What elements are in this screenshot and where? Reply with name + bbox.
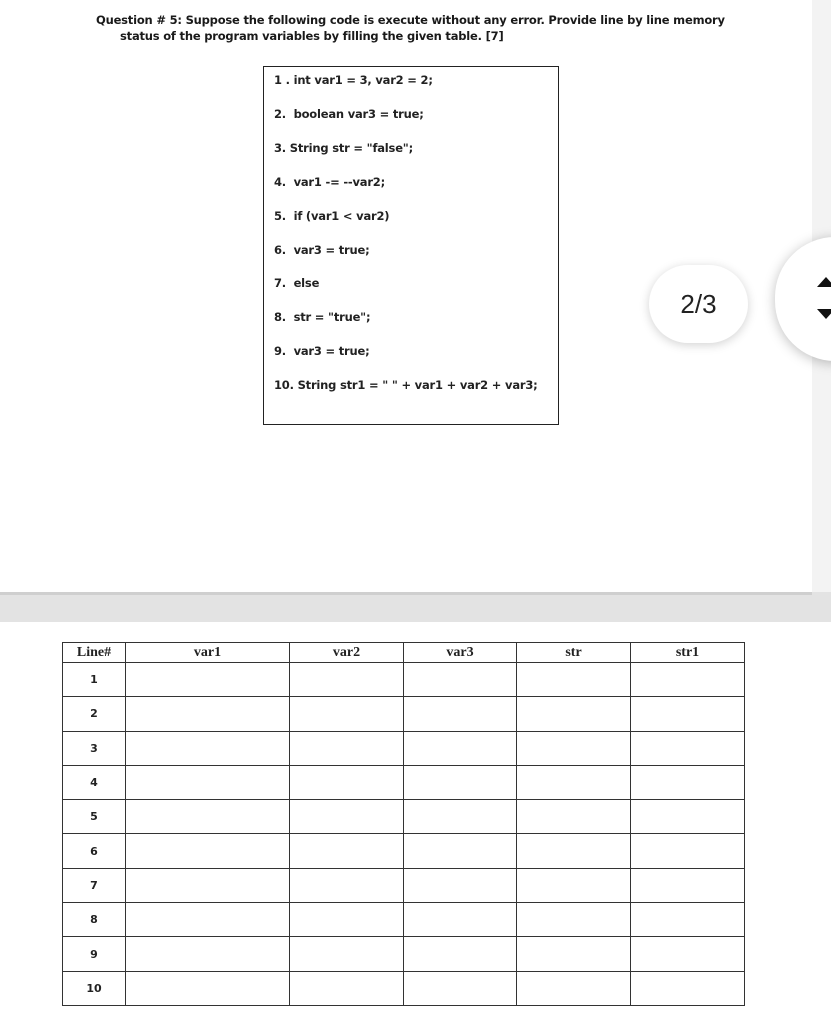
str-cell[interactable] xyxy=(517,937,631,971)
table-row xyxy=(63,697,745,731)
var3-cell[interactable] xyxy=(404,731,517,765)
table-row xyxy=(63,868,745,902)
str1-cell[interactable] xyxy=(631,800,745,834)
var1-cell[interactable] xyxy=(126,834,290,868)
column-header: var1 xyxy=(126,643,290,663)
str1-cell[interactable] xyxy=(631,834,745,868)
str1-cell[interactable] xyxy=(631,697,745,731)
var2-cell[interactable] xyxy=(290,834,404,868)
line-number-cell: 1 xyxy=(63,663,126,697)
table-row xyxy=(63,937,745,971)
line-number-cell: 10 xyxy=(63,971,126,1005)
column-header: var2 xyxy=(290,643,404,663)
question-line-2: status of the program variables by filling the given table. [7] xyxy=(120,29,504,43)
var2-cell[interactable] xyxy=(290,971,404,1005)
line-number-cell: 7 xyxy=(63,868,126,902)
column-header: str xyxy=(517,643,631,663)
line-number-cell: 8 xyxy=(63,903,126,937)
var3-cell[interactable] xyxy=(404,697,517,731)
code-line: 3. String str = "false"; xyxy=(274,141,413,155)
str-cell[interactable] xyxy=(517,868,631,902)
var2-cell[interactable] xyxy=(290,765,404,799)
table-row xyxy=(63,971,745,1005)
table-row xyxy=(63,663,745,697)
table-row xyxy=(63,800,745,834)
column-header: var3 xyxy=(404,643,517,663)
line-number-cell: 6 xyxy=(63,834,126,868)
page-indicator[interactable]: 2/3 xyxy=(649,265,748,343)
table-row xyxy=(63,903,745,937)
str1-cell[interactable] xyxy=(631,937,745,971)
str-cell[interactable] xyxy=(517,903,631,937)
str1-cell[interactable] xyxy=(631,971,745,1005)
var3-cell[interactable] xyxy=(404,800,517,834)
line-number-cell: 4 xyxy=(63,765,126,799)
var3-cell[interactable] xyxy=(404,834,517,868)
var1-cell[interactable] xyxy=(126,903,290,937)
var3-cell[interactable] xyxy=(404,868,517,902)
str-cell[interactable] xyxy=(517,765,631,799)
code-line: 7. else xyxy=(274,276,320,290)
var1-cell[interactable] xyxy=(126,765,290,799)
str-cell[interactable] xyxy=(517,663,631,697)
var1-cell[interactable] xyxy=(126,868,290,902)
str1-cell[interactable] xyxy=(631,765,745,799)
code-line: 1 . int var1 = 3, var2 = 2; xyxy=(274,73,433,87)
page-divider xyxy=(0,592,831,622)
table-row xyxy=(63,765,745,799)
var3-cell[interactable] xyxy=(404,937,517,971)
str-cell[interactable] xyxy=(517,697,631,731)
code-line: 4. var1 -= --var2; xyxy=(274,175,385,189)
code-line: 9. var3 = true; xyxy=(274,344,370,358)
var2-cell[interactable] xyxy=(290,937,404,971)
var2-cell[interactable] xyxy=(290,868,404,902)
var2-cell[interactable] xyxy=(290,731,404,765)
var2-cell[interactable] xyxy=(290,697,404,731)
str1-cell[interactable] xyxy=(631,663,745,697)
var3-cell[interactable] xyxy=(404,971,517,1005)
code-line: 6. var3 = true; xyxy=(274,243,370,257)
var1-cell[interactable] xyxy=(126,697,290,731)
str-cell[interactable] xyxy=(517,834,631,868)
table-row xyxy=(63,834,745,868)
triangle-down-icon[interactable] xyxy=(817,309,831,319)
table-row xyxy=(63,731,745,765)
var1-cell[interactable] xyxy=(126,731,290,765)
var1-cell[interactable] xyxy=(126,800,290,834)
column-header: Line# xyxy=(63,643,126,663)
code-line: 5. if (var1 < var2) xyxy=(274,209,390,223)
line-number-cell: 3 xyxy=(63,731,126,765)
table-header-row xyxy=(63,643,745,663)
str-cell[interactable] xyxy=(517,971,631,1005)
code-box xyxy=(263,66,559,425)
line-number-cell: 2 xyxy=(63,697,126,731)
str-cell[interactable] xyxy=(517,731,631,765)
triangle-up-icon[interactable] xyxy=(817,277,831,287)
var2-cell[interactable] xyxy=(290,903,404,937)
column-header: str1 xyxy=(631,643,745,663)
var1-cell[interactable] xyxy=(126,971,290,1005)
code-line: 2. boolean var3 = true; xyxy=(274,107,424,121)
str1-cell[interactable] xyxy=(631,903,745,937)
str1-cell[interactable] xyxy=(631,731,745,765)
var3-cell[interactable] xyxy=(404,765,517,799)
code-line: 8. str = "true"; xyxy=(274,310,371,324)
var3-cell[interactable] xyxy=(404,663,517,697)
question-text xyxy=(96,12,736,44)
var1-cell[interactable] xyxy=(126,663,290,697)
var2-cell[interactable] xyxy=(290,800,404,834)
question-line-1: Question # 5: Suppose the following code is execute without any error. Provide line by line memory xyxy=(96,13,725,27)
var1-cell[interactable] xyxy=(126,937,290,971)
str-cell[interactable] xyxy=(517,800,631,834)
code-line: 10. String str1 = " " + var1 + var2 + var3; xyxy=(274,378,538,392)
line-number-cell: 9 xyxy=(63,937,126,971)
var2-cell[interactable] xyxy=(290,663,404,697)
var3-cell[interactable] xyxy=(404,903,517,937)
line-number-cell: 5 xyxy=(63,800,126,834)
memory-table xyxy=(62,642,745,1006)
str1-cell[interactable] xyxy=(631,868,745,902)
